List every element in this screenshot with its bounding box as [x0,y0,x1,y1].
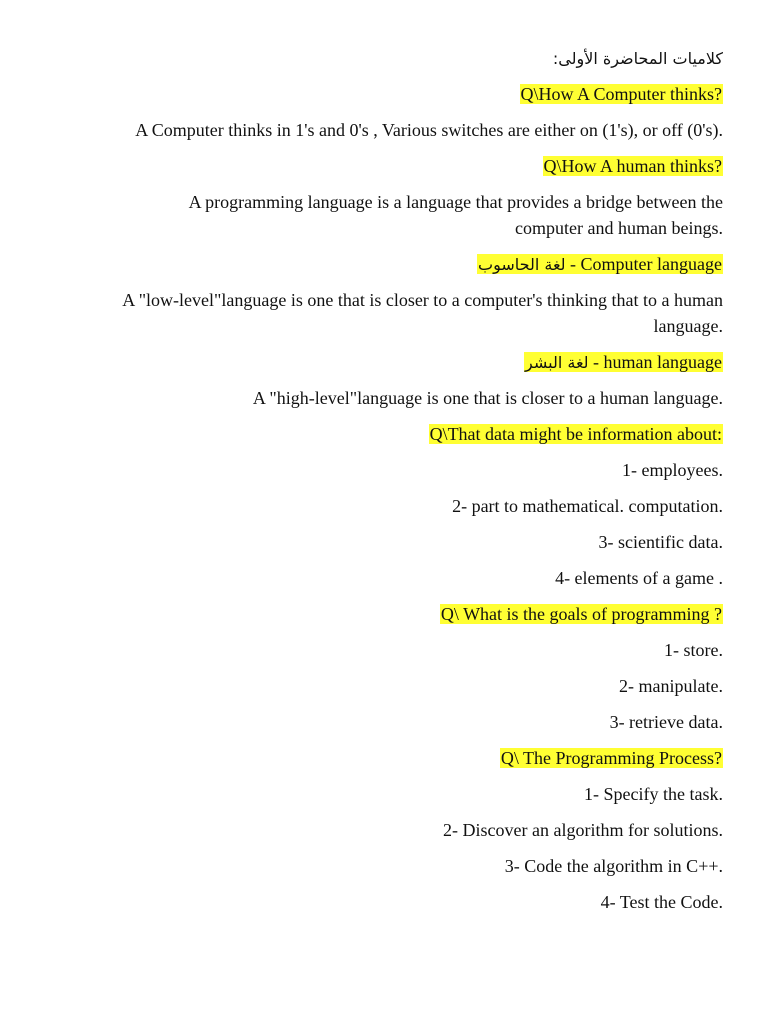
process-item-specify [584,781,723,807]
heading-computer-language [477,251,723,278]
heading-human-language-english: - human language [588,352,722,372]
process-item-discover-text: 2- Discover an algorithm for solutions. [443,820,723,840]
list-item-mathematical-text: 2- part to mathematical. computation. [452,496,723,516]
process-item-code-text: 3- Code the algorithm in C++. [504,856,723,876]
list-item-scientific-text: 3- scientific data. [598,532,723,552]
process-item-code [505,853,723,879]
answer-low-level-line-1-text: A "low-level"language is one that is closer to a computer's thinking that to a human [122,290,723,310]
answer-low-level-line-1 [122,287,723,313]
process-item-test-text: 4- Test the Code. [600,892,723,912]
answer-human-thinks-line-1 [189,189,723,215]
answer-human-thinks-line-2 [515,215,723,241]
goal-item-retrieve-text: 3- retrieve data. [609,712,723,732]
question-programming-process [500,745,723,771]
lecture-title [553,45,723,72]
goal-item-store-text: 1- store. [664,640,723,660]
question-goals-programming-text: Q\ What is the goals of programming ? [440,604,722,624]
list-item-employees-text: 1- employees. [622,460,723,480]
goal-item-store [664,637,723,663]
answer-computer-thinks-text: A Computer thinks in 1's and 0's , Various switches are either on (1's), or off (0's). [135,120,723,140]
heading-computer-language-english: - Computer language [565,254,722,274]
answer-human-thinks-line-2-text: computer and human beings. [515,218,723,238]
list-item-game-text: 4- elements of a game . [555,568,723,588]
answer-computer-thinks [135,117,723,143]
heading-computer-language-arabic: لغة الحاسوب [478,255,566,274]
process-item-test [601,889,723,915]
process-item-discover [443,817,723,843]
heading-human-language-arabic: لغة البشر [525,353,589,372]
question-data-information-text: Q\That data might be information about: [429,424,722,444]
lecture-title-text: :كلاميات المحاضرة الأولى [552,49,723,68]
heading-computer-language-highlight [477,254,723,274]
question-computer-thinks [520,81,724,107]
heading-human-language [524,349,723,376]
goal-item-manipulate [619,673,723,699]
answer-low-level-line-2-text: language. [653,316,723,336]
answer-human-thinks-line-1-text: A programming language is a language that provides a bridge between the [188,192,723,212]
question-programming-process-text: Q\ The Programming Process? [500,748,722,768]
list-item-employees [622,457,723,483]
question-human-thinks-text: Q\How A human thinks? [543,156,722,176]
answer-high-level-text: A "high-level"language is one that is closer to a human language. [252,388,723,408]
goal-item-manipulate-text: 2- manipulate. [619,676,723,696]
list-item-scientific [599,529,723,555]
answer-low-level-line-2 [654,313,723,339]
goal-item-retrieve [610,709,723,735]
question-goals-programming [440,601,723,627]
question-computer-thinks-text: Q\How A Computer thinks? [520,84,722,104]
heading-human-language-highlight [524,352,723,372]
list-item-game [555,565,723,591]
answer-high-level [253,385,723,411]
process-item-specify-text: 1- Specify the task. [584,784,723,804]
question-human-thinks [543,153,724,179]
list-item-mathematical [452,493,723,519]
question-data-information [429,421,723,447]
